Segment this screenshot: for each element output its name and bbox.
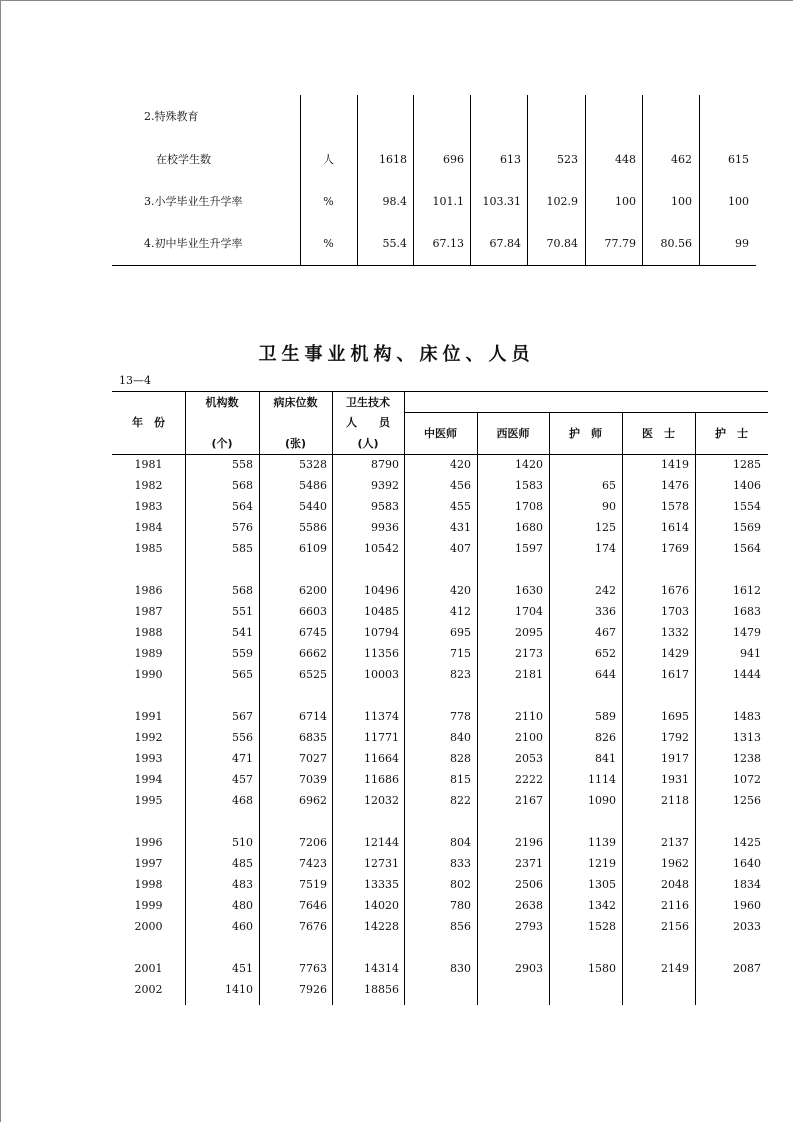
upper-row-value: 98.4: [382, 195, 407, 208]
subheader-rule: [404, 412, 768, 413]
cell-nurse: 1483: [733, 710, 761, 723]
cell-assistant: 2048: [661, 878, 689, 891]
cell-nurse-senior: 1342: [588, 899, 616, 912]
header-nurse: 护 士: [715, 427, 748, 440]
upper-row-label: 2.特殊教育: [144, 110, 199, 123]
cell-year: 1985: [134, 542, 163, 555]
cell-nurse-senior: 90: [602, 500, 616, 513]
cell-staff: 10003: [364, 668, 399, 681]
table-code: 13—4: [119, 374, 151, 387]
cell-year: 1997: [134, 857, 163, 870]
cell-beds: 6662: [299, 647, 327, 660]
upper-row-value: 55.4: [382, 237, 407, 250]
cell-tcm: 840: [450, 731, 471, 744]
cell-tcm: 828: [450, 752, 471, 765]
cell-nurse-senior: 1219: [588, 857, 616, 870]
cell-nurse: 2033: [733, 920, 761, 933]
upper-row-value: 77.79: [604, 237, 636, 250]
cell-institutions: 471: [232, 752, 253, 765]
cell-western: 2167: [515, 794, 543, 807]
cell-assistant: 1962: [661, 857, 689, 870]
header-institutions: 机构数: [205, 396, 239, 409]
cell-tcm: 804: [450, 836, 471, 849]
cell-nurse: 1612: [733, 584, 761, 597]
cell-staff: 11374: [364, 710, 399, 723]
upper-row-value: 99: [735, 237, 749, 250]
cell-staff: 12032: [364, 794, 399, 807]
cell-western: 1420: [515, 458, 543, 471]
cell-nurse-senior: 1580: [588, 962, 616, 975]
cell-staff: 9936: [371, 521, 399, 534]
cell-assistant: 2156: [661, 920, 689, 933]
cell-nurse: 1285: [733, 458, 761, 471]
cell-western: 2793: [515, 920, 543, 933]
cell-year: 1989: [134, 647, 163, 660]
upper-row-value: 80.56: [660, 237, 692, 250]
cell-assistant: 1931: [661, 773, 689, 786]
cell-staff: 13335: [364, 878, 399, 891]
cell-assistant: 1703: [661, 605, 689, 618]
cell-institutions: 551: [232, 605, 253, 618]
cell-tcm: 780: [450, 899, 471, 912]
cell-nurse-senior: 826: [595, 731, 616, 744]
cell-staff: 9583: [371, 500, 399, 513]
upper-row-value: 613: [500, 153, 521, 166]
cell-nurse-senior: 125: [595, 521, 616, 534]
cell-year: 1986: [134, 584, 163, 597]
cell-assistant: 1429: [661, 647, 689, 660]
cell-tcm: 695: [450, 626, 471, 639]
cell-staff: 9392: [371, 479, 399, 492]
cell-beds: 5328: [299, 458, 327, 471]
upper-bottom-rule: [112, 265, 756, 266]
cell-nurse-senior: 242: [595, 584, 616, 597]
cell-staff: 18856: [364, 983, 399, 996]
cell-assistant: 1614: [661, 521, 689, 534]
cell-tcm: 412: [450, 605, 471, 618]
cell-staff: 14228: [364, 920, 399, 933]
cell-year: 2000: [134, 920, 163, 933]
cell-institutions: 556: [232, 731, 253, 744]
cell-beds: 7763: [299, 962, 327, 975]
cell-assistant: 2116: [661, 899, 689, 912]
cell-nurse-senior: 1114: [588, 773, 616, 786]
cell-year: 1999: [134, 899, 163, 912]
upper-row-value: 102.9: [546, 195, 578, 208]
cell-assistant: 1476: [661, 479, 689, 492]
cell-nurse-senior: 1090: [588, 794, 616, 807]
cell-western: 1583: [515, 479, 543, 492]
cell-tcm: 455: [450, 500, 471, 513]
cell-beds: 7926: [299, 983, 327, 996]
cell-beds: 7646: [299, 899, 327, 912]
cell-year: 1983: [134, 500, 163, 513]
cell-nurse: 1072: [733, 773, 761, 786]
header-staff-unit: (人): [357, 437, 379, 450]
cell-assistant: 1917: [661, 752, 689, 765]
cell-western: 2638: [515, 899, 543, 912]
cell-beds: 5440: [299, 500, 327, 513]
cell-staff: 12731: [364, 857, 399, 870]
cell-year: 1987: [134, 605, 163, 618]
header-western-doctor: 西医师: [496, 427, 530, 440]
header-institutions-unit: (个): [211, 437, 233, 450]
cell-western: 1680: [515, 521, 543, 534]
cell-tcm: 802: [450, 878, 471, 891]
cell-institutions: 568: [232, 584, 253, 597]
cell-assistant: 1578: [661, 500, 689, 513]
cell-institutions: 568: [232, 479, 253, 492]
cell-nurse-senior: 336: [595, 605, 616, 618]
header-staff-line1: 卫生技术: [346, 396, 390, 409]
upper-row-label: 3.小学毕业生升学率: [144, 195, 243, 208]
cell-western: 2095: [515, 626, 543, 639]
cell-institutions: 585: [232, 542, 253, 555]
cell-year: 1996: [134, 836, 163, 849]
cell-nurse-senior: 1139: [588, 836, 616, 849]
header-bottom-rule: [112, 454, 768, 455]
cell-nurse: 1425: [733, 836, 761, 849]
cell-tcm: 833: [450, 857, 471, 870]
cell-institutions: 483: [232, 878, 253, 891]
cell-tcm: 431: [450, 521, 471, 534]
cell-beds: 7039: [299, 773, 327, 786]
upper-row-value: 100: [671, 195, 692, 208]
cell-year: 1998: [134, 878, 163, 891]
cell-nurse: 1256: [733, 794, 761, 807]
cell-western: 2903: [515, 962, 543, 975]
cell-beds: 6745: [299, 626, 327, 639]
cell-staff: 8790: [371, 458, 399, 471]
cell-institutions: 460: [232, 920, 253, 933]
upper-table: [0, 0, 793, 270]
cell-institutions: 567: [232, 710, 253, 723]
cell-assistant: 1769: [661, 542, 689, 555]
cell-institutions: 564: [232, 500, 253, 513]
upper-row-value: 462: [671, 153, 692, 166]
cell-beds: 6525: [299, 668, 327, 681]
cell-staff: 11771: [364, 731, 399, 744]
cell-western: 2173: [515, 647, 543, 660]
cell-nurse: 1313: [733, 731, 761, 744]
cell-beds: 6714: [299, 710, 327, 723]
upper-row-value: 1618: [379, 153, 407, 166]
upper-row-value: 100: [615, 195, 636, 208]
cell-nurse-senior: 841: [595, 752, 616, 765]
cell-nurse-senior: 589: [595, 710, 616, 723]
cell-year: 1991: [134, 710, 163, 723]
cell-nurse: 1640: [733, 857, 761, 870]
cell-beds: 7676: [299, 920, 327, 933]
cell-institutions: 1410: [225, 983, 253, 996]
cell-tcm: 822: [450, 794, 471, 807]
cell-nurse: 1554: [733, 500, 761, 513]
page-title: 卫生事业机构、床位、人员: [258, 344, 535, 365]
cell-assistant: 1419: [661, 458, 689, 471]
cell-tcm: 823: [450, 668, 471, 681]
cell-institutions: 510: [232, 836, 253, 849]
upper-row-value: 615: [728, 153, 749, 166]
cell-nurse-senior: 1528: [588, 920, 616, 933]
cell-tcm: 456: [450, 479, 471, 492]
cell-western: 2506: [515, 878, 543, 891]
cell-staff: 10496: [364, 584, 399, 597]
cell-institutions: 451: [232, 962, 253, 975]
upper-row-unit: %: [323, 195, 334, 208]
cell-assistant: 2137: [661, 836, 689, 849]
cell-year: 2002: [134, 983, 163, 996]
upper-row-unit: %: [323, 237, 334, 250]
cell-western: 2196: [515, 836, 543, 849]
cell-western: 2371: [515, 857, 543, 870]
cell-assistant: 1792: [661, 731, 689, 744]
cell-nurse: 1683: [733, 605, 761, 618]
cell-beds: 6200: [299, 584, 327, 597]
cell-staff: 12144: [364, 836, 399, 849]
header-nurse-senior: 护 师: [569, 427, 602, 440]
cell-year: 1995: [134, 794, 163, 807]
cell-institutions: 480: [232, 899, 253, 912]
cell-tcm: 420: [450, 458, 471, 471]
cell-tcm: 830: [450, 962, 471, 975]
cell-western: 2181: [515, 668, 543, 681]
cell-nurse-senior: 652: [595, 647, 616, 660]
cell-institutions: 565: [232, 668, 253, 681]
upper-row-value: 67.84: [489, 237, 521, 250]
cell-beds: 5486: [299, 479, 327, 492]
cell-nurse-senior: 174: [595, 542, 616, 555]
cell-institutions: 485: [232, 857, 253, 870]
header-doctor-assistant: 医 士: [642, 427, 675, 440]
cell-year: 1992: [134, 731, 163, 744]
cell-nurse: 1444: [733, 668, 761, 681]
cell-institutions: 468: [232, 794, 253, 807]
cell-assistant: 2149: [661, 962, 689, 975]
cell-beds: 6109: [299, 542, 327, 555]
cell-tcm: 407: [450, 542, 471, 555]
cell-nurse: 1479: [733, 626, 761, 639]
cell-nurse: 2087: [733, 962, 761, 975]
cell-year: 1982: [134, 479, 163, 492]
upper-row-value: 101.1: [432, 195, 464, 208]
cell-year: 1990: [134, 668, 163, 681]
cell-nurse: 1406: [733, 479, 761, 492]
cell-western: 1704: [515, 605, 543, 618]
cell-staff: 14020: [364, 899, 399, 912]
cell-western: 1630: [515, 584, 543, 597]
cell-assistant: 1332: [661, 626, 689, 639]
cell-staff: 10542: [364, 542, 399, 555]
cell-tcm: 815: [450, 773, 471, 786]
upper-row-value: 67.13: [432, 237, 464, 250]
header-year: 年 份: [132, 416, 165, 429]
upper-row-value: 523: [557, 153, 578, 166]
cell-beds: 7027: [299, 752, 327, 765]
cell-year: 2001: [134, 962, 163, 975]
cell-nurse: 1564: [733, 542, 761, 555]
cell-beds: 6835: [299, 731, 327, 744]
cell-beds: 6603: [299, 605, 327, 618]
cell-assistant: 1676: [661, 584, 689, 597]
cell-assistant: 2118: [661, 794, 689, 807]
cell-year: 1988: [134, 626, 163, 639]
upper-row-value: 448: [615, 153, 636, 166]
cell-assistant: 1617: [661, 668, 689, 681]
cell-western: 2110: [515, 710, 543, 723]
cell-western: 2053: [515, 752, 543, 765]
cell-beds: 7206: [299, 836, 327, 849]
cell-staff: 10485: [364, 605, 399, 618]
cell-nurse: 1834: [733, 878, 761, 891]
cell-western: 1597: [515, 542, 543, 555]
cell-institutions: 559: [232, 647, 253, 660]
table-top-rule: [112, 391, 768, 392]
cell-institutions: 457: [232, 773, 253, 786]
cell-nurse-senior: 65: [602, 479, 616, 492]
cell-western: 2100: [515, 731, 543, 744]
cell-tcm: 420: [450, 584, 471, 597]
cell-western: 2222: [515, 773, 543, 786]
upper-row-label: 在校学生数: [156, 153, 211, 166]
cell-nurse-senior: 1305: [588, 878, 616, 891]
cell-nurse-senior: 644: [595, 668, 616, 681]
cell-staff: 14314: [364, 962, 399, 975]
header-beds: 病床位数: [273, 396, 318, 409]
cell-beds: 6962: [299, 794, 327, 807]
cell-nurse: 1569: [733, 521, 761, 534]
header-tcm-doctor: 中医师: [424, 427, 457, 440]
cell-staff: 11664: [364, 752, 399, 765]
upper-row-value: 100: [728, 195, 749, 208]
cell-staff: 10794: [364, 626, 399, 639]
header-staff-line2: 人 员: [346, 416, 390, 429]
cell-nurse-senior: 467: [595, 626, 616, 639]
header-beds-unit: (张): [284, 437, 307, 450]
cell-tcm: 715: [450, 647, 471, 660]
cell-beds: 5586: [299, 521, 327, 534]
cell-institutions: 576: [232, 521, 253, 534]
cell-year: 1993: [134, 752, 163, 765]
cell-beds: 7423: [299, 857, 327, 870]
cell-institutions: 558: [232, 458, 253, 471]
upper-row-value: 70.84: [546, 237, 578, 250]
upper-row-label: 4.初中毕业生升学率: [144, 237, 243, 250]
cell-nurse: 941: [740, 647, 761, 660]
cell-year: 1994: [134, 773, 163, 786]
cell-staff: 11356: [364, 647, 399, 660]
cell-tcm: 778: [450, 710, 471, 723]
cell-staff: 11686: [364, 773, 399, 786]
upper-row-value: 696: [443, 153, 464, 166]
cell-assistant: 1695: [661, 710, 689, 723]
cell-nurse: 1238: [733, 752, 761, 765]
cell-institutions: 541: [232, 626, 253, 639]
cell-beds: 7519: [299, 878, 327, 891]
upper-row-unit: 人: [323, 153, 334, 166]
cell-nurse: 1960: [733, 899, 761, 912]
cell-year: 1981: [134, 458, 163, 471]
upper-row-value: 103.31: [482, 195, 521, 208]
cell-western: 1708: [515, 500, 543, 513]
cell-tcm: 856: [450, 920, 471, 933]
cell-year: 1984: [134, 521, 163, 534]
